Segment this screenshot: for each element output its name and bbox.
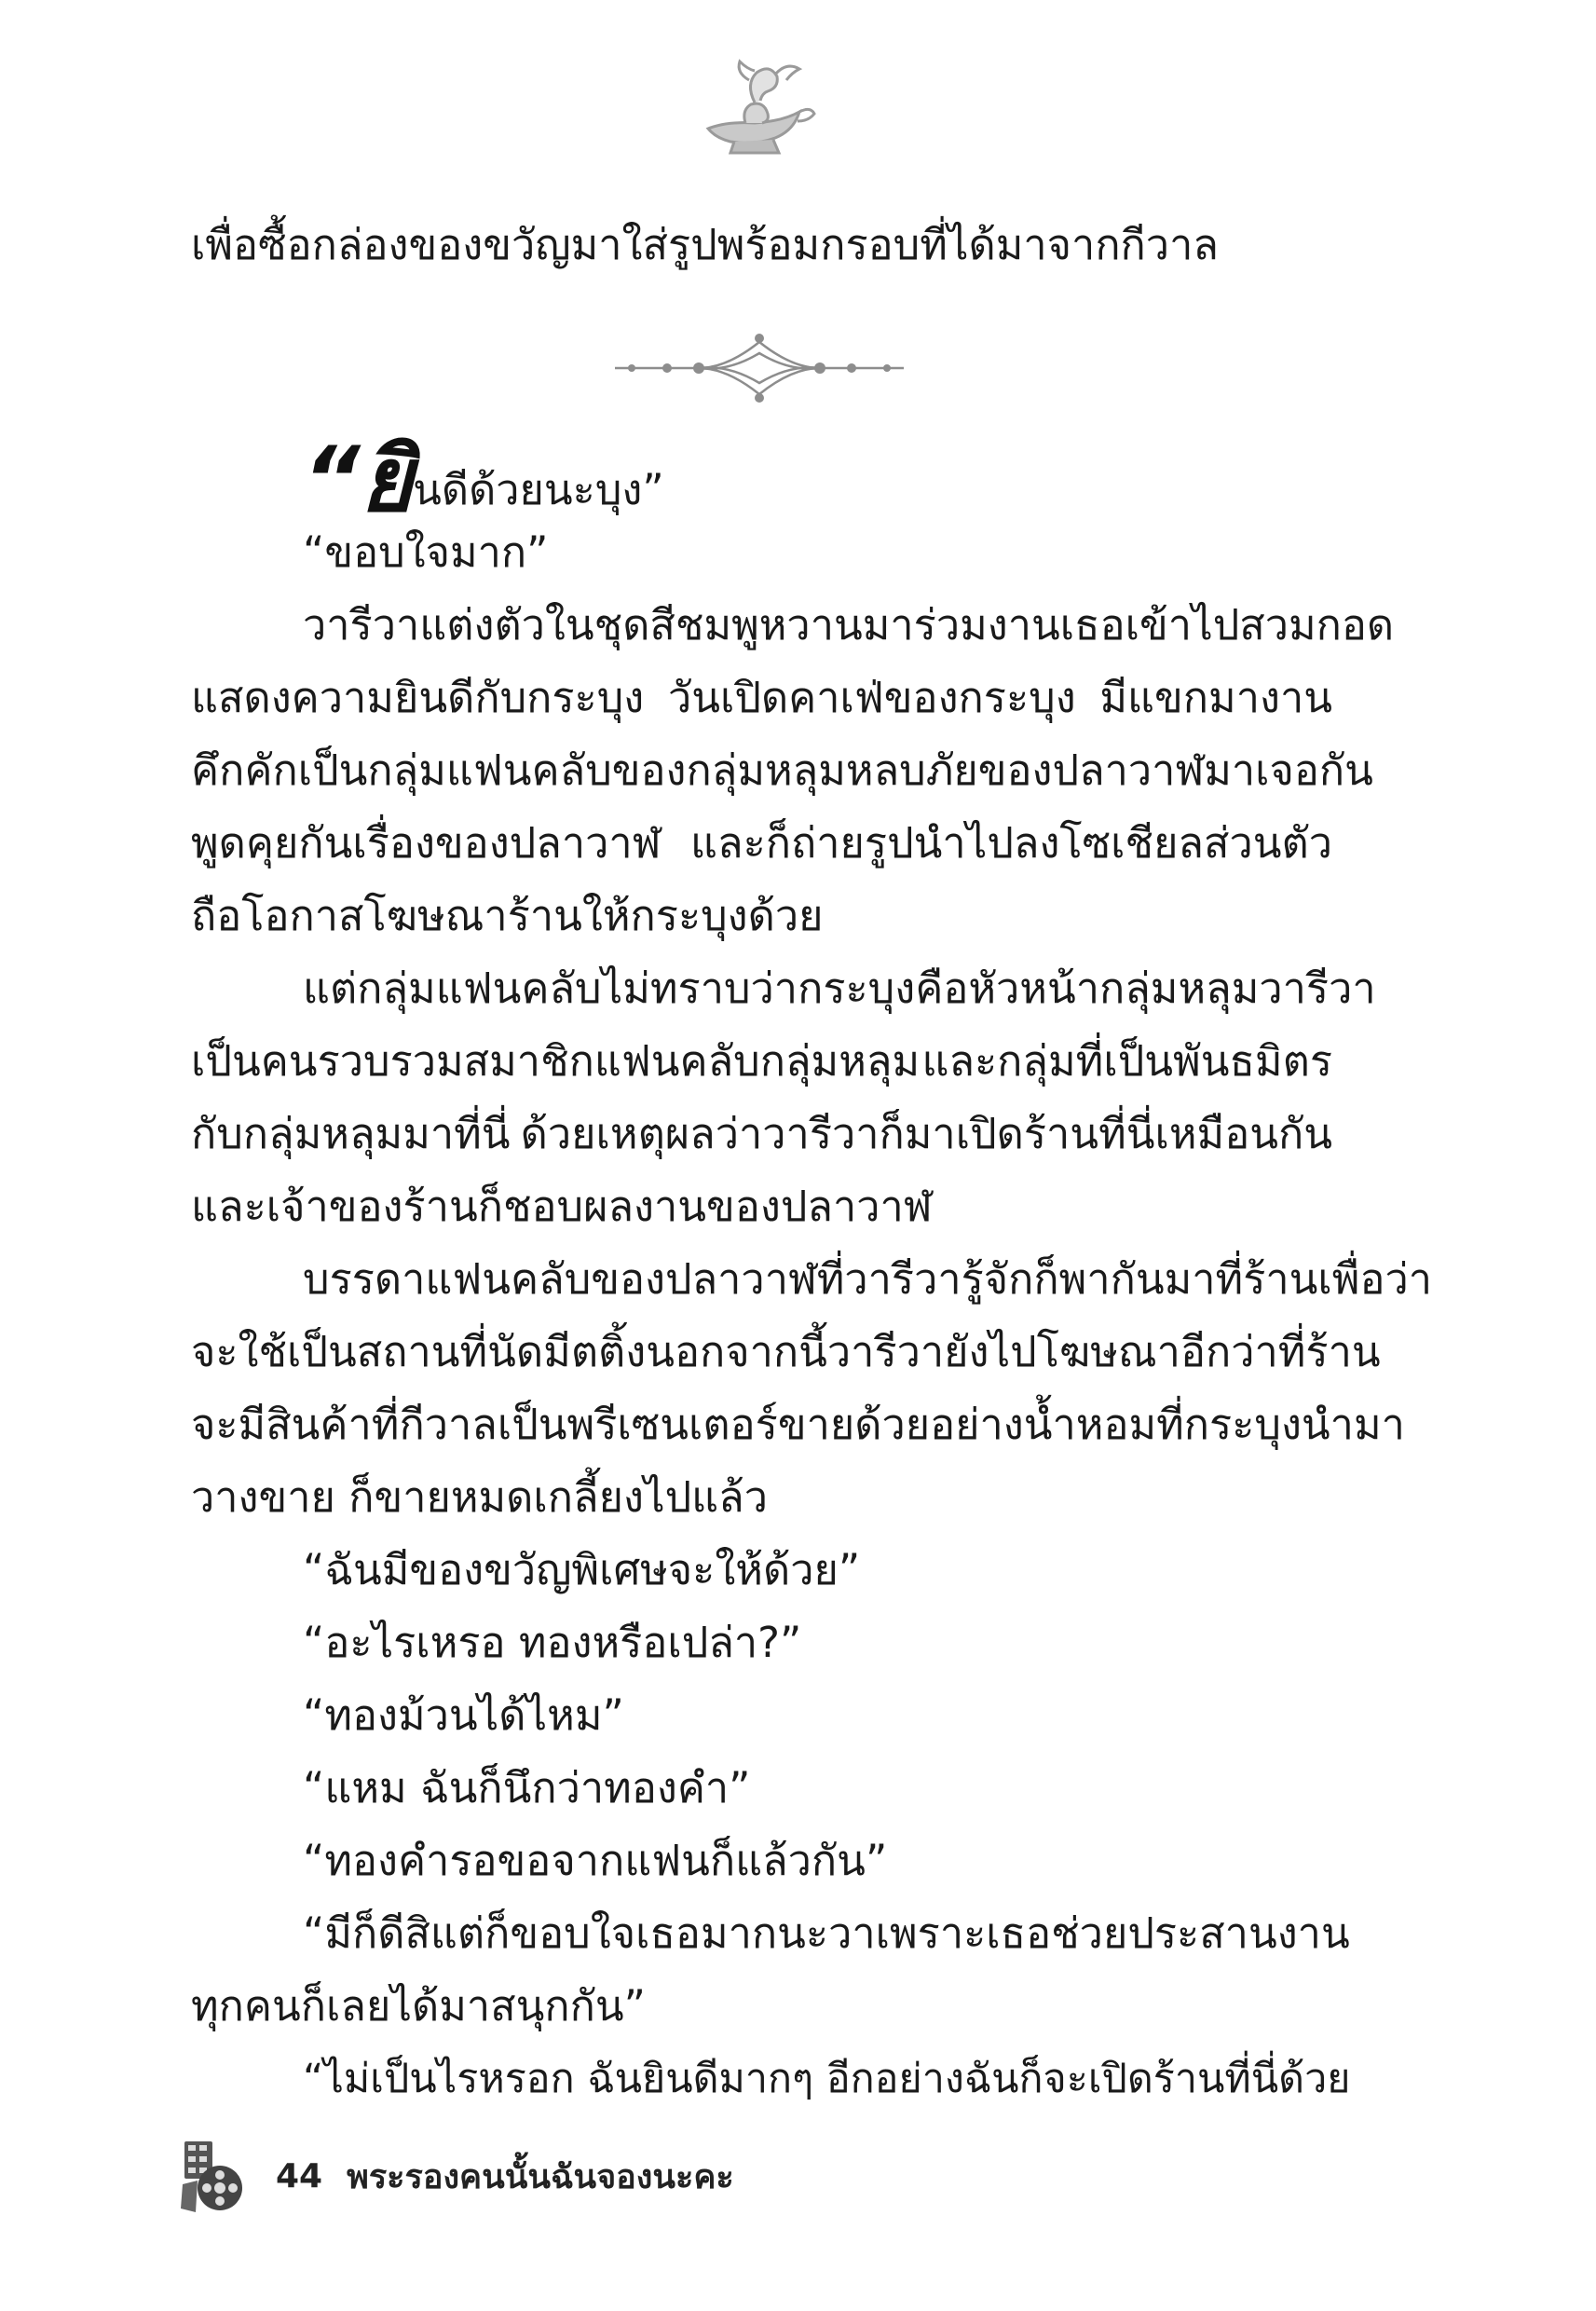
text-line: และเจ้าของร้านก็ชอบผลงานของปลาวาฬ <box>191 1182 933 1231</box>
text-line <box>191 1321 1381 1383</box>
page-footer <box>179 2134 734 2218</box>
text-segment: กระบุงคือหัวหน้ากลุ่มหลุม <box>798 964 1260 1013</box>
text-segment: เพื่อว่า <box>1317 1254 1433 1304</box>
film-reel-icon <box>179 2138 246 2214</box>
text-line: นดีด้วยนะบุง” <box>413 465 664 514</box>
text-line: เพื่อซื้อกล่องของขวัญมาใส่รูปพร้อมกรอบที่ได้มาจากกีวาล <box>191 220 1219 269</box>
text-segment: และกลุ่มที่เป็นพันธมิตร <box>921 1036 1332 1086</box>
text-segment: วันเปิดคาเฟ่ของกระบุง <box>667 673 1076 722</box>
text-line: ถือโอกาสโฆษณาร้านให้กระบุงด้วย <box>191 891 824 940</box>
text-line <box>191 813 1332 874</box>
text-segment: พูดคุยกันเรื่องของปลาวาฬ <box>191 818 662 868</box>
page-number: 44 <box>276 2156 323 2195</box>
book-title: พระรองคนนั้นฉันจองนะคะ <box>347 2157 734 2196</box>
text-segment: เป็นกลุ่มแฟนคลับของกลุ่มหลุมหลบภัยของปลาวาฬ <box>297 745 1205 795</box>
text-line: “ไม่เป็นไรหรอก ฉันยินดีมากๆ อีกอย่างฉันก็จะเปิดร้านที่นี่ด้วย <box>303 2056 1351 2102</box>
text-segment: และก็ถ่ายรูปนำไปลงโซเชียลส่วนตัว <box>690 818 1332 868</box>
text-segment: วารีวา <box>1259 964 1376 1013</box>
text-segment: เป็นคนรวบรวมสมาชิกแฟนคลับกลุ่มหลุม <box>191 1036 921 1086</box>
text-line: “อะไรเหรอ ทองหรือเปล่า?” <box>303 1618 802 1667</box>
text-segment: จะมีสินค้าที่กีวาลเป็นพรีเซนเตอร์ขายด้วย <box>191 1400 931 1449</box>
text-line: วางขาย ก็ขายหมดเกลี้ยงไปแล้ว <box>191 1472 768 1522</box>
text-segment: ด้วยเหตุผลว่าวารีวาก็มาเปิดร้านที่นี่เหมือนกัน <box>520 1109 1332 1158</box>
text-segment: มาเจอกัน <box>1204 745 1373 795</box>
text-line <box>191 740 1373 801</box>
text-segment: นอกจากนี้วารีวายังไปโฆษณาอีกว่าที่ร้าน <box>646 1327 1381 1376</box>
text-line <box>191 667 1332 729</box>
text-line: “แหม ฉันก็นึกว่าทองคำ” <box>303 1763 751 1812</box>
text-segment: กับกลุ่มหลุมมาที่นี่ <box>191 1109 511 1158</box>
text-segment: แต่ก็ขอบใจเธอมากนะวา <box>430 1908 876 1958</box>
scroll-divider-icon <box>615 331 904 405</box>
dropcap-paragraph <box>303 424 664 532</box>
text-line <box>191 1031 1332 1092</box>
text-segment: แต่กลุ่มแฟนคลับไม่ทราบว่า <box>303 964 798 1013</box>
text-line: ทุกคนก็เลยได้มาสนุกกัน” <box>191 1981 646 2031</box>
text-line: “ขอบใจมาก” <box>303 527 549 577</box>
text-segment: เพราะเธอช่วยประสานงาน <box>875 1908 1350 1958</box>
text-segment: วารีวาแต่งตัวในชุดสีชมพูหวานมาร่วมงาน <box>303 600 1060 650</box>
text-segment: อย่างน้ำหอมที่กระบุงนำมา <box>930 1400 1405 1449</box>
text-line: “ทองม้วนได้ไหม” <box>303 1690 624 1740</box>
text-line <box>303 595 1395 656</box>
text-line <box>191 1394 1405 1456</box>
text-segment: มีแขกมางาน <box>1099 673 1332 722</box>
text-segment: จะใช้เป็นสถานที่นัดมีตติ้ง <box>191 1327 647 1376</box>
genie-lamp-icon <box>689 56 820 158</box>
text-segment: เธอเข้าไปสวมกอด <box>1059 600 1395 650</box>
text-line: “ทองคำรอขอจากแฟนก็แล้วกัน” <box>303 1836 888 1885</box>
text-line <box>303 958 1376 1019</box>
dropcap-letter: “ยิ <box>303 428 414 532</box>
text-segment: คึกคัก <box>191 745 298 795</box>
text-segment: บรรดาแฟนคลับของปลาวาฬที่วารีวารู้จักก็พากันมาที่ร้าน <box>303 1254 1318 1304</box>
text-line <box>303 1249 1433 1310</box>
text-line <box>303 1903 1350 1964</box>
text-segment: “มีก็ดีสิ <box>303 1908 430 1958</box>
text-line <box>191 1103 1332 1165</box>
text-segment: แสดงความยินดีกับกระบุง <box>191 673 645 722</box>
text-line: “ฉันมีของขวัญพิเศษจะให้ด้วย” <box>303 1545 861 1594</box>
